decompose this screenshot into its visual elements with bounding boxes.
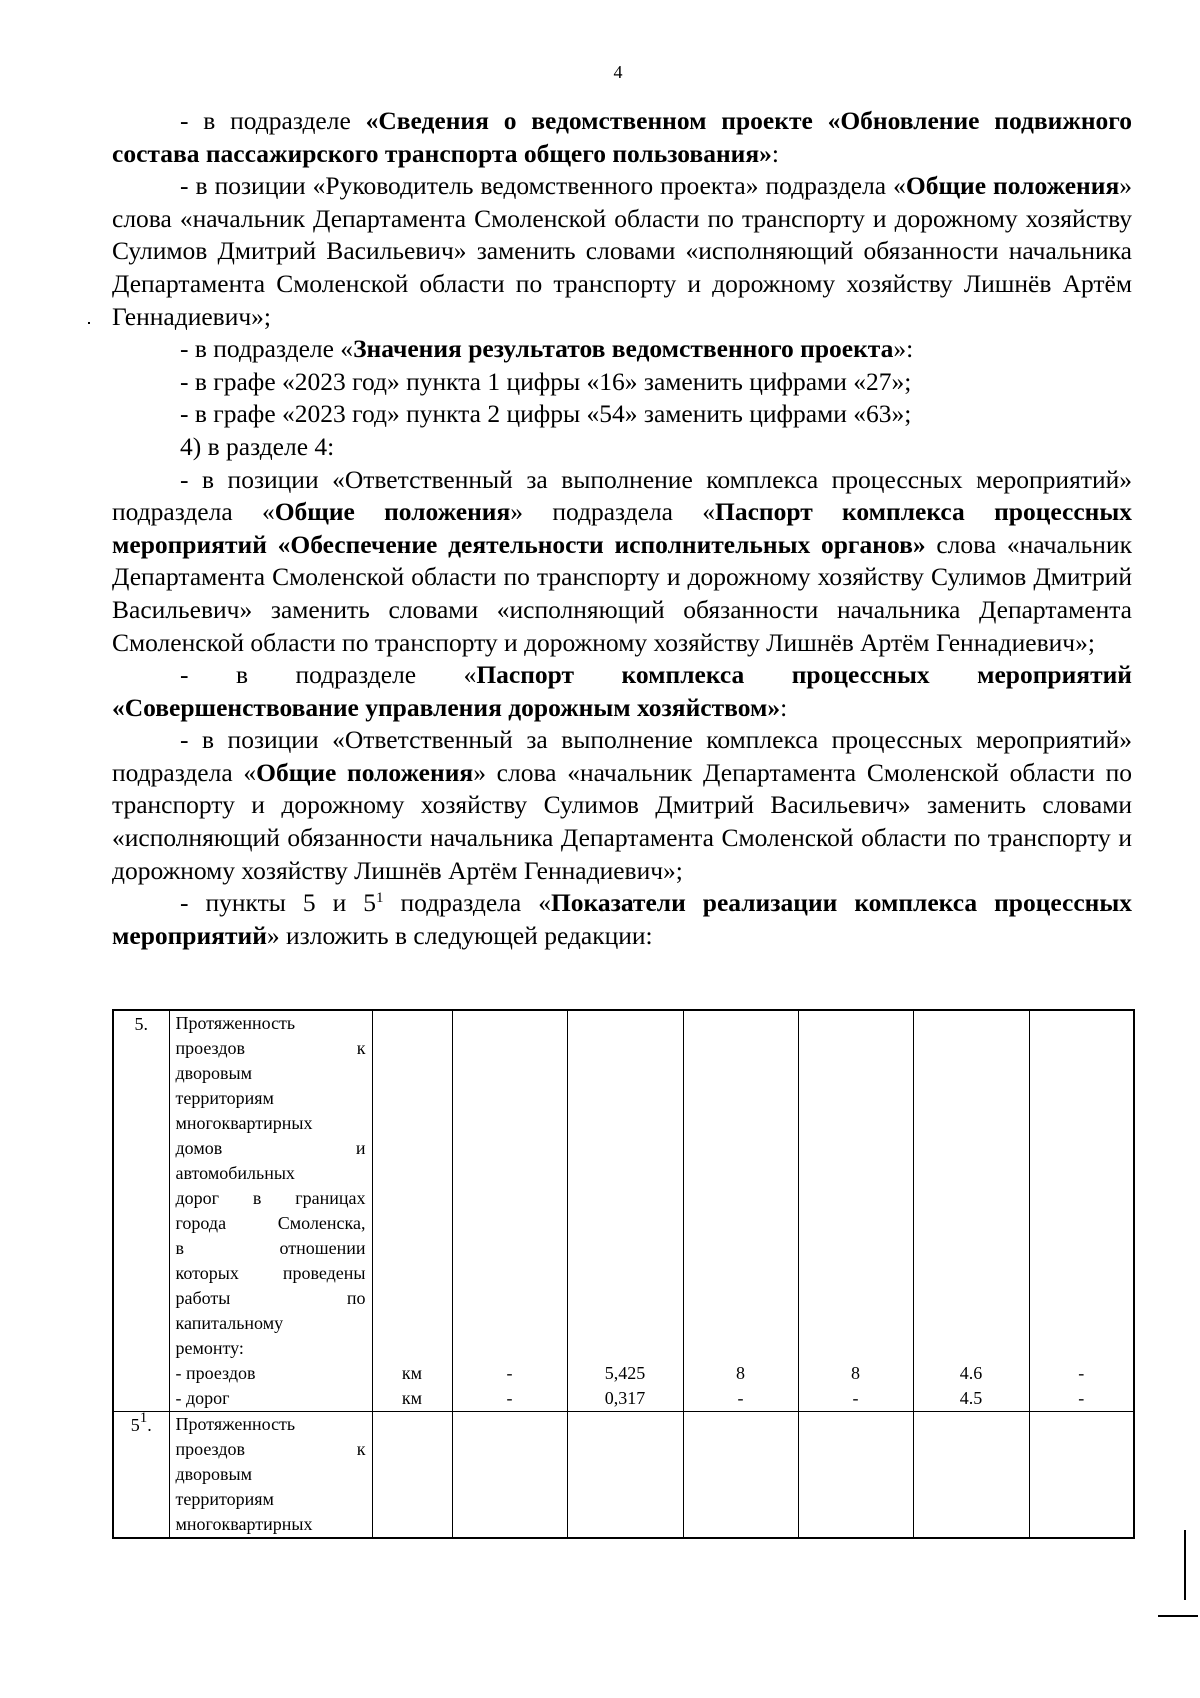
- value-cell-c4: [567, 1412, 683, 1539]
- paragraph: [112, 431, 1132, 464]
- value: -: [1078, 1363, 1085, 1383]
- row-number-cell: [113, 1010, 169, 1412]
- indicator-name-line: работы по: [175, 1288, 366, 1308]
- bold-text: Значения результатов ведомственного проекта: [353, 334, 894, 364]
- indicator-name-line: территориям: [175, 1088, 274, 1108]
- value: км: [401, 1363, 423, 1383]
- row-number: 5: [130, 1415, 140, 1435]
- indicator-name-line: проездов к: [175, 1038, 366, 1058]
- indicator-name-line: дворовым: [175, 1063, 253, 1083]
- value-cell-c8: [1029, 1412, 1134, 1539]
- value-cell-c6: [798, 1010, 913, 1412]
- paragraph: [112, 170, 1132, 333]
- bold-text: Паспорт комплекса процессных мероприятий «Обеспечение деятельности исполнительных органов»: [112, 497, 1132, 559]
- value: -: [506, 1363, 513, 1383]
- indicator-name-line: ремонту:: [175, 1338, 244, 1358]
- paragraph: [112, 659, 1132, 724]
- indicator-name-line: многоквартирных: [175, 1113, 313, 1133]
- text-run: - пункты 5 и 5: [180, 888, 377, 918]
- indicator-name-line: капитальному: [175, 1313, 284, 1333]
- paragraph: [112, 887, 1132, 952]
- value-cell-c8: [1029, 1010, 1134, 1412]
- indicator-name-line: - проездов: [175, 1363, 256, 1383]
- value-cell-c4: [567, 1010, 683, 1412]
- indicator-name-line: многоквартирных: [175, 1514, 313, 1534]
- value: 0,317: [604, 1388, 646, 1408]
- text-run: - в позиции «Ответственный за выполнение комплекса процессных мероприятий» подраздела «: [112, 464, 1132, 527]
- bold-text: Общие положения: [905, 171, 1120, 201]
- value-cell-c7: [913, 1010, 1029, 1412]
- paragraph: [112, 333, 1132, 366]
- text-run: » слова «начальник Департамента Смоленской области по транспорту и дорожному хозяйству Сулимов Дмитрий Васильевич» заменить словами «исполняющий обязанности начальника Департамента Смоленской области по транспорту и дорожному хозяйству Лишнёв Артём Геннадиевич»;: [112, 171, 1132, 331]
- value-cell-c3: [452, 1412, 567, 1539]
- value: 4.6: [959, 1363, 983, 1383]
- indicator-name-line: города Смоленска,: [175, 1213, 366, 1233]
- text-run: 4) в разделе 4:: [180, 431, 335, 461]
- value-cell-c5: [683, 1412, 798, 1539]
- value: -: [852, 1388, 859, 1408]
- value: 8: [736, 1363, 745, 1383]
- indicator-name-line: - дорог: [175, 1388, 230, 1408]
- text-run: - в подразделе «: [180, 334, 354, 364]
- value: 5,425: [604, 1363, 646, 1383]
- text-run: - в графе «2023 год» пункта 1 цифры «16» заменить цифрами «27»;: [180, 366, 912, 396]
- indicator-name-cell: [169, 1010, 372, 1412]
- indicator-name-line: которых проведены: [175, 1263, 366, 1283]
- scan-edge-line-vertical: [1184, 1530, 1186, 1600]
- text-run: » слова «начальник Департамента Смоленской области по транспорту и дорожному хозяйству Сулимов Дмитрий Васильевич» заменить словами «исполняющий обязанности начальника Департамента Смоленской области по транспорту и дорожному хозяйству Лишнёв Артём Геннадиевич»;: [112, 757, 1132, 885]
- bold-text: Паспорт комплекса процессных мероприятий «Совершенствование управления дорожным хозяйством»: [112, 660, 1132, 722]
- paragraph: [112, 464, 1132, 660]
- text-run: - в позиции «Руководитель ведомственного проекта» подраздела «: [180, 171, 906, 201]
- row-number-superscript: 1: [139, 1410, 148, 1426]
- indicator-name-line: территориям: [175, 1489, 274, 1509]
- paragraph: [112, 105, 1132, 170]
- text-run: » подраздела «: [510, 497, 716, 527]
- text-run: »:: [893, 334, 914, 364]
- value: -: [506, 1388, 513, 1408]
- text-run: - в подразделе: [180, 106, 366, 135]
- page-number: 4: [613, 62, 623, 82]
- scan-speck: [88, 322, 90, 324]
- indicator-name-line: Протяженность: [175, 1013, 296, 1033]
- value-cell-unit: [372, 1010, 452, 1412]
- paragraph: [112, 398, 1132, 431]
- row-number-suffix: .: [147, 1415, 152, 1435]
- text-run: :: [780, 692, 788, 722]
- paragraph: [112, 724, 1132, 887]
- text-run: слова «начальник Департамента Смоленской области по транспорту и дорожному хозяйству Сулимов Дмитрий Васильевич» заменить словами «исполняющий обязанности начальника Департамента Смоленской области по транспорту и дорожному хозяйству Лишнёв Артём Геннадиевич»;: [112, 529, 1132, 657]
- bold-text: «Сведения о ведомственном проекте «Обновление подвижного состава пассажирского транспорта общего пользования»: [112, 106, 1132, 168]
- indicator-name-line: дорог в границах: [175, 1188, 366, 1208]
- bold-text: Общие положения: [256, 757, 474, 787]
- text-run: - в графе «2023 год» пункта 2 цифры «54» заменить цифрами «63»;: [180, 399, 912, 429]
- bold-text: Общие положения: [274, 497, 511, 527]
- text-run: » изложить в следующей редакции:: [266, 920, 653, 950]
- indicator-name-cell: [169, 1412, 372, 1539]
- value-cell-unit: [372, 1412, 452, 1539]
- bold-text: Показатели реализации комплекса процессных мероприятий: [112, 888, 1133, 950]
- indicator-name-line: дворовым: [175, 1464, 253, 1484]
- scan-edge-line: [1158, 1615, 1198, 1617]
- table-row: [113, 1412, 1134, 1539]
- indicator-name-line: Протяженность: [175, 1414, 296, 1434]
- table-row: [113, 1010, 1134, 1412]
- value: -: [1078, 1388, 1085, 1408]
- value-cell-c7: [913, 1412, 1029, 1539]
- superscript: 1: [376, 890, 384, 907]
- value-cell-c6: [798, 1412, 913, 1539]
- value: -: [737, 1388, 744, 1408]
- value: км: [401, 1388, 423, 1408]
- document-body: [112, 105, 1132, 952]
- text-run: :: [771, 138, 779, 168]
- text-run: подраздела «: [383, 888, 551, 918]
- paragraph: [112, 366, 1132, 399]
- value-cell-c5: [683, 1010, 798, 1412]
- value: 8: [851, 1363, 860, 1383]
- row-number-cell: [113, 1412, 169, 1539]
- indicator-name-line: автомобильных: [175, 1163, 295, 1183]
- text-run: - в подразделе «: [180, 660, 477, 690]
- value: 4.5: [959, 1388, 983, 1408]
- indicator-name-line: проездов к: [175, 1439, 366, 1459]
- row-number: 5.: [134, 1014, 148, 1034]
- indicator-name-line: в отношении: [175, 1238, 366, 1258]
- indicator-name-line: домов и: [175, 1138, 366, 1158]
- text-run: - в позиции «Ответственный за выполнение комплекса процессных мероприятий» подраздела «: [112, 725, 1132, 787]
- value-cell-c3: [452, 1010, 567, 1412]
- indicators-table: [112, 1009, 1135, 1539]
